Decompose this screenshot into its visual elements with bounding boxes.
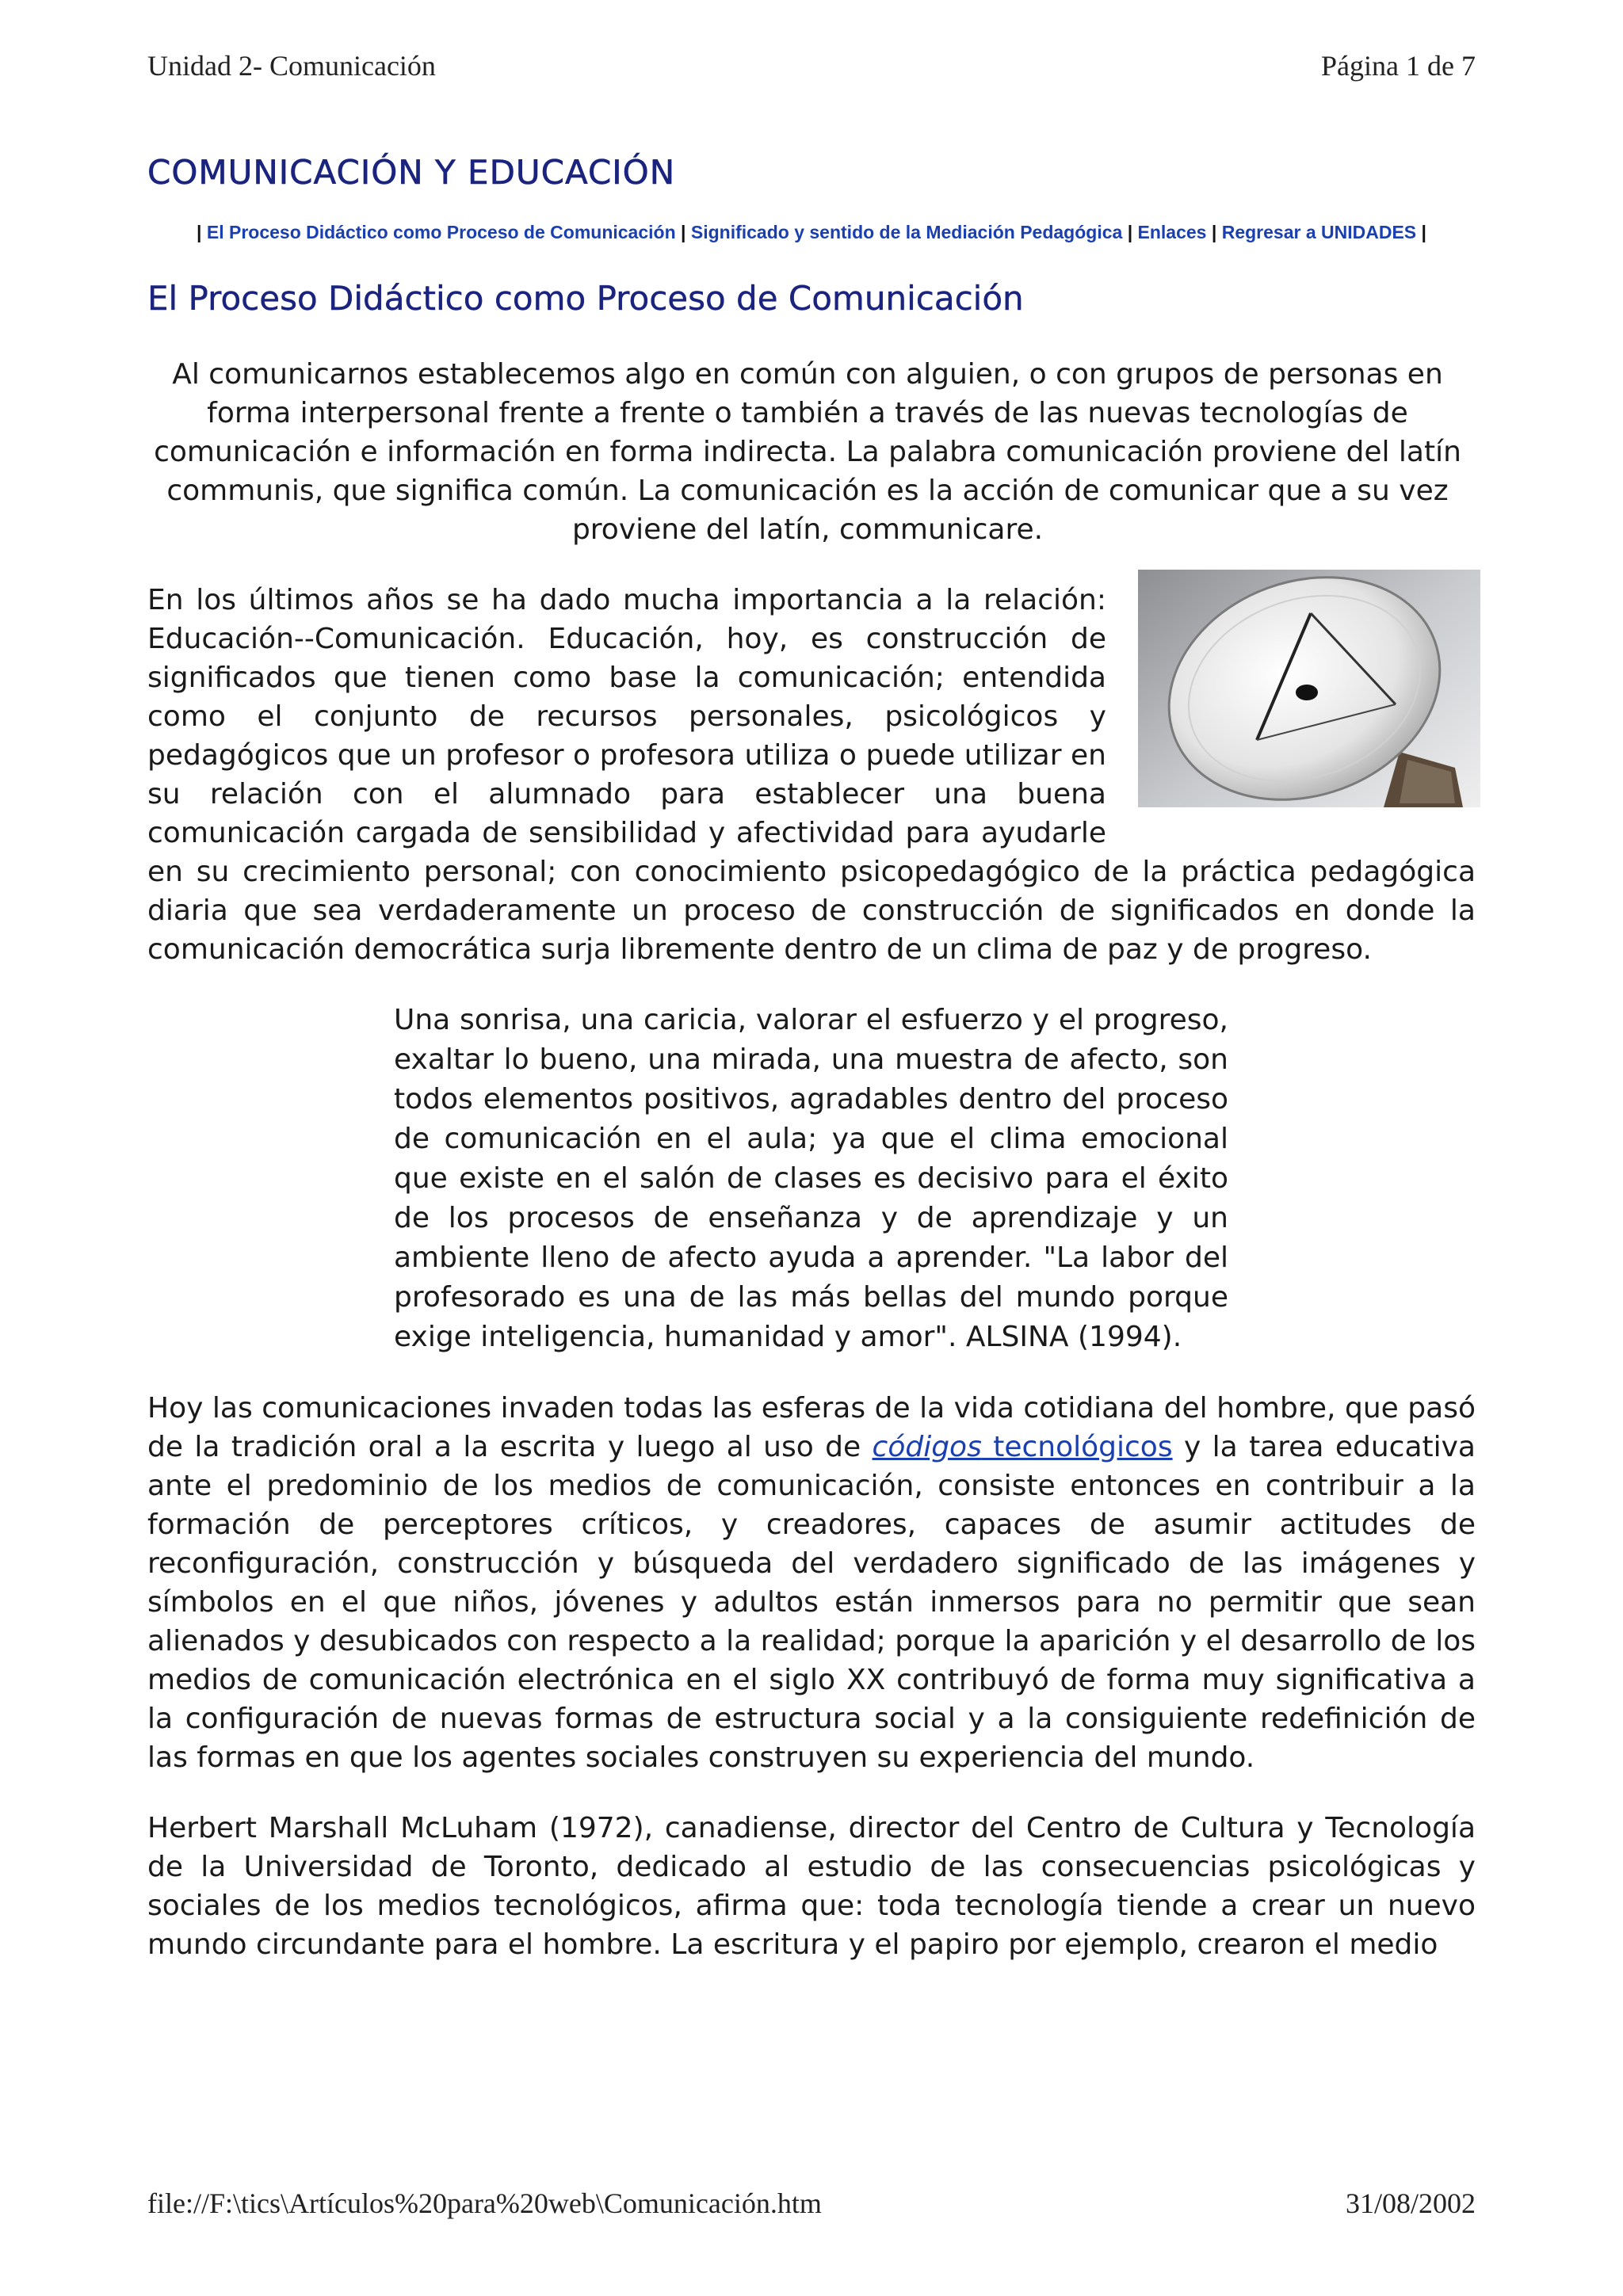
page-title: COMUNICACIÓN Y EDUCACIÓN xyxy=(147,153,676,192)
nav-link-regresar-unidades[interactable]: Regresar a UNIDADES xyxy=(1221,222,1417,242)
link-italic-text: códigos xyxy=(872,1431,982,1463)
paragraph-text: Hoy las comunicaciones invaden todas las esferas de la vida cotidiana del hombre, que pasó de la tradición oral a la escrita y luego al uso de xyxy=(147,1392,1476,1463)
header-page-number: Página 1 de 7 xyxy=(1321,50,1476,82)
link-text: tecnológicos xyxy=(981,1431,1173,1463)
nav-links xyxy=(147,220,1476,244)
main-content xyxy=(147,144,1476,1964)
nav-link-proceso-didactico[interactable]: El Proceso Didáctico como Proceso de Comunicación xyxy=(206,222,676,242)
link-codigos-tecnologicos[interactable] xyxy=(873,1431,1173,1463)
header-title: Unidad 2- Comunicación xyxy=(147,50,436,82)
nav-separator: | xyxy=(681,222,686,242)
nav-link-mediacion-pedagogica[interactable]: Significado y sentido de la Mediación Pedagógica xyxy=(690,222,1123,242)
nav-link-enlaces[interactable]: Enlaces xyxy=(1137,222,1207,242)
satellite-dish-image xyxy=(1138,570,1480,831)
footer-file-path: file://F:\tics\Artículos%20para%20web\Comunicación.htm xyxy=(147,2187,822,2219)
intro-line: forma interpersonal frente a frente o también a través de las nuevas tecnologías de xyxy=(207,397,1408,429)
nav-separator: | xyxy=(1421,222,1426,242)
paragraph-communications xyxy=(147,1389,1476,1777)
intro-line: proviene del latín, communicare. xyxy=(571,513,1044,546)
print-footer xyxy=(147,2187,1476,2220)
nav-separator: | xyxy=(1127,222,1133,242)
paragraph-text: y la tarea educativa ante el predominio de los medios de comunicación, consiste entonces en contribuir a la formación de perceptores críticos, y creadores, capaces de asumir actitudes de reconfiguración, construcción y búsqueda del verdadero significado de las imágenes y símbolos en el que niños, jóvenes y adultos están inmersos para no permitir que sean alienados y desubicados con respecto a la realidad; porque la aparición y el desarrollo de los medios de comunicación electrónica en el siglo XX contribuyó de forma muy significativa a la configuración de nuevas formas de estructura social y a la consiguiente redefinición de las formas en que los agentes sociales construyen su experiencia del mundo. xyxy=(147,1431,1476,1774)
intro-line: communis, que significa común. La comunicación es la acción de comunicar que a su vez xyxy=(166,475,1449,507)
section-title: El Proceso Didáctico como Proceso de Comunicación xyxy=(147,279,1024,318)
satellite-dish-icon xyxy=(1138,570,1480,831)
paragraph-mcluhan: Herbert Marshall McLuham (1972), canadiense, director del Centro de Cultura y Tecnología de la Universidad de Toronto, dedicado al estudio de las consecuencias psicológicas y sociales de los medios tecnológicos, afirma que: toda tecnología tiende a crear un nuevo mundo circundante para el hombre. La escritura y el papiro por ejemplo, crearon el medio xyxy=(147,1812,1476,1961)
intro-paragraph xyxy=(147,355,1468,549)
quote-block: Una sonrisa, una caricia, valorar el esfuerzo y el progreso, exaltar lo bueno, una mirada, una muestra de afecto, son todos elementos positivos, agradables dentro del proceso de comunicación en el aula; ya que el clima emocional que existe en el salón de clases es decisivo para el éxito de los procesos de enseñanza y de aprendizaje y un ambiente lleno de afecto ayuda a aprender. "La labor del profesorado es una de las más bellas del mundo porque exige inteligencia, humanidad y amor". ALSINA (1994). xyxy=(394,1004,1228,1353)
education-communication-section xyxy=(147,581,1476,969)
print-header xyxy=(147,49,1476,82)
nav-separator: | xyxy=(1211,222,1217,242)
footer-date: 31/08/2002 xyxy=(1345,2187,1476,2219)
nav-separator: | xyxy=(197,222,202,242)
paragraph-education-communication: En los últimos años se ha dado mucha importancia a la relación: Educación--Comunicación. Educación, hoy, es construcción de significados que tienen como base la comunicación; entendida como el conjunto de recursos personales, psicológicos y pedagógicos que un profesor o profesora utiliza o puede utilizar en su relación con el alumnado para establecer una buena comunicación cargada de sensibilidad y afectividad para ayudarle en su crecimiento personal; con conocimiento psicopedagógico de la práctica pedagógica diaria que sea verdaderamente un proceso de construcción de significados en donde la comunicación democrática surja libremente dentro de un clima de paz y de progreso. xyxy=(147,584,1476,966)
intro-line: comunicación e información en forma indirecta. La palabra comunicación proviene del latín xyxy=(154,436,1461,468)
intro-line: Al comunicarnos establecemos algo en común con alguien, o con grupos de personas en xyxy=(172,358,1443,391)
